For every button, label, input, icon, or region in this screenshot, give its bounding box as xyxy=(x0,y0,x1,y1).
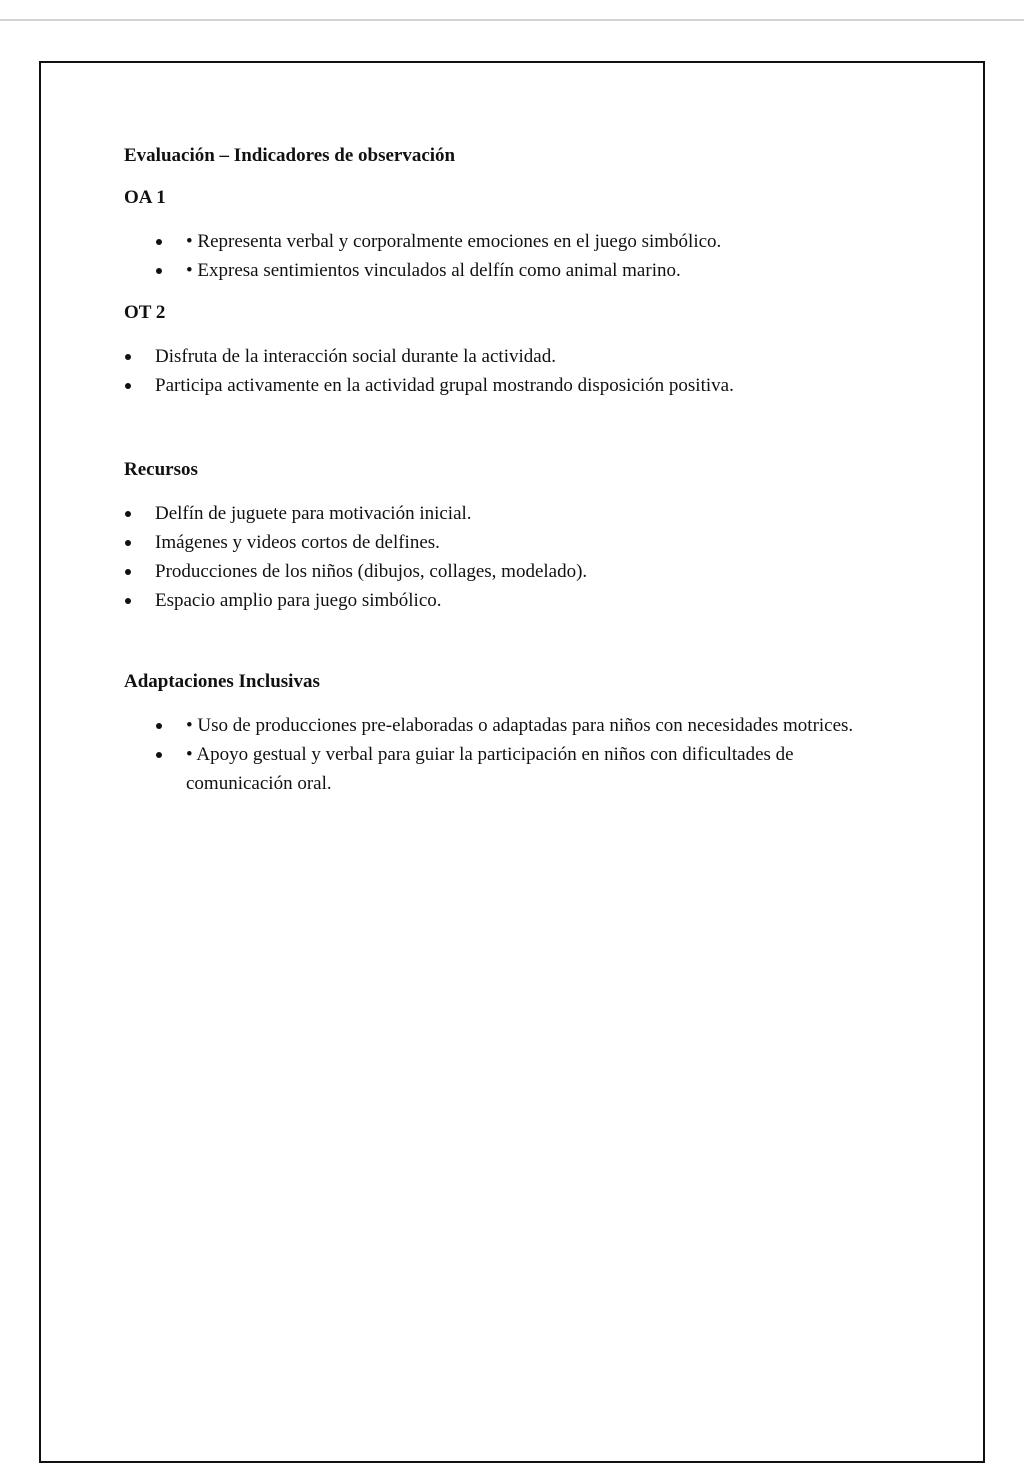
list-item-text: Producciones de los niños (dibujos, collages, modelado). xyxy=(155,561,588,582)
list-item-text: • Representa verbal y corporalmente emociones en el juego simbólico. xyxy=(186,231,722,252)
bullet-icon xyxy=(156,268,162,274)
list-item-text: • Expresa sentimientos vinculados al delfín como animal marino. xyxy=(186,260,681,281)
list-item-text: Espacio amplio para juego simbólico. xyxy=(155,590,442,611)
list-item xyxy=(124,371,904,400)
bullet-icon xyxy=(125,511,131,517)
bullet-icon xyxy=(125,383,131,389)
list-item xyxy=(124,586,904,615)
resources-heading: Recursos xyxy=(124,459,198,480)
bullet-icon xyxy=(156,723,162,729)
list-item-text: • Uso de producciones pre-elaboradas o adaptadas para niños con necesidades motrices. xyxy=(186,715,854,736)
list-item xyxy=(124,499,904,528)
list-item xyxy=(124,342,904,371)
list-item xyxy=(124,740,904,798)
oa1-heading: OA 1 xyxy=(124,187,166,208)
bullet-icon xyxy=(125,540,131,546)
inclusive-adaptations-heading: Adaptaciones Inclusivas xyxy=(124,671,320,692)
list-item xyxy=(124,256,904,285)
viewer-top-divider xyxy=(0,19,1024,21)
inclusive-adaptations-list xyxy=(124,711,904,798)
list-item xyxy=(124,557,904,586)
list-item xyxy=(124,711,904,740)
ot2-heading: OT 2 xyxy=(124,302,166,323)
list-item xyxy=(124,227,904,256)
bullet-icon xyxy=(125,598,131,604)
bullet-icon xyxy=(125,354,131,360)
list-item xyxy=(124,528,904,557)
list-item-text: Delfín de juguete para motivación inicial. xyxy=(155,503,472,524)
list-item-text: Disfruta de la interacción social durante la actividad. xyxy=(155,346,556,367)
ot2-list xyxy=(124,342,904,400)
bullet-icon xyxy=(125,569,131,575)
oa1-list xyxy=(124,227,904,285)
bullet-icon xyxy=(156,752,162,758)
list-item-text: • Apoyo gestual y verbal para guiar la participación en niños con dificultades de comunicación oral. xyxy=(186,744,794,794)
bullet-icon xyxy=(156,239,162,245)
evaluation-title: Evaluación – Indicadores de observación xyxy=(124,145,456,166)
list-item-text: Participa activamente en la actividad grupal mostrando disposición positiva. xyxy=(155,375,734,396)
document-page xyxy=(39,61,985,1463)
resources-list xyxy=(124,499,904,615)
page-content xyxy=(124,141,904,798)
list-item-text: Imágenes y videos cortos de delfines. xyxy=(155,532,440,553)
